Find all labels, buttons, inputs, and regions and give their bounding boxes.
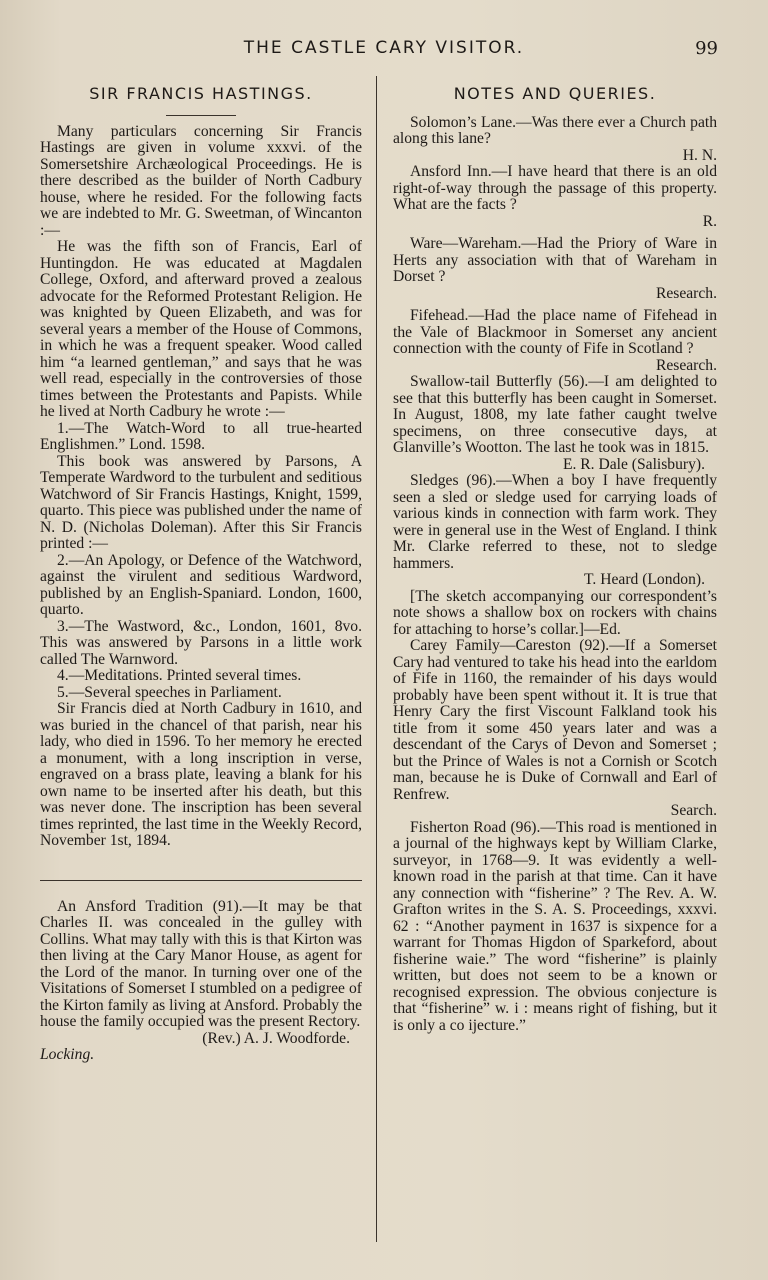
note-carey-family: Carey Family—Careston (92).—If a Somerset Cary had ventured to take his head into the earldom of Fife in 1160, the remainder of his days would probably have been spent without it. It is true that Henry Cary the first Viscount Falkland took his title from it some 450 years later and was a descendant of the Carys of Devon and Somerset ; but the Prince of Wales is not a Cornish or Scotch man, because he is Duke of Cornwall and Earl of Renfrew. xyxy=(393,637,717,803)
editor-note-sledges: [The sketch accompanying our correspondent’s note shows a shallow box on rockers with chains for attaching to horse’s collar.]—Ed. xyxy=(393,587,717,638)
paragraph-ansford-tradition: An Ansford Tradition (91).—It may be that Charles II. was concealed in the gulley with Collins. What may tally with this is that Kirton was then living at the Cary Manor House, as agent for the Lord of the manor. In turning over one of the Visitations of Somerset I stumbled on a pedigree of the Kirton family as living at Ansford. Probably the house the family occupied was the present Rectory. xyxy=(40,897,362,1030)
query-solomons-lane: Solomon’s Lane.—Was there ever a Church path along this lane? xyxy=(393,113,717,147)
paragraph-parsons-answer: This book was answered by Parsons, A Temperate Wardword to the turbulent and seditious Watchword of Sir Francis Hastings, Knight, 1599, quarto. This piece was published under the name of N. D. (Nicholas Doleman). After this Sir Francis printed :— xyxy=(40,452,362,552)
list-item-watchword: 1.—The Watch-Word to all true-hearted Englishmen.” Lond. 1598. xyxy=(40,419,362,453)
paragraph-biography: He was the fifth son of Francis, Earl of Huntingdon. He was educated at Magdalen College, Oxford, and afterward proved a zealous advocate for the Reformed Protestant Religion. He was knighted by Queen Elizabeth, and was for several years a member of the House of Commons, in which he was a frequent speaker. Wood called him “a learned gentleman,” and says that he was well read, especially in the controversies of those times between the Protestants and Papists. While he lived at North Cadbury he wrote :— xyxy=(40,238,362,420)
column-divider xyxy=(376,76,377,1242)
list-item-meditations: 4.—Meditations. Printed several times. xyxy=(57,667,302,684)
note-swallow-tail-butterfly: Swallow-tail Butterfly (56).—I am delighted to see that this butterfly has been caught in Somerset. In August, 1808, my late father caught twelve specimens, on three consecutive days, at Glanville’s Wootton. The last he took was in 1815. xyxy=(393,373,717,456)
list-item-wastword: 3.—The Wastword, &c., London, 1601, 8vo. This was answered by Parsons in a little work called The Warnword. xyxy=(40,617,362,668)
page-number: 99 xyxy=(695,38,718,59)
paragraph-intro: Many particulars concerning Sir Francis Hastings are given in volume xxxvi. of the Somersetshire Archæological Proceedings. He is there described as the builder of North Cadbury house, where he resided. For the following facts we are indebted to Mr. G. Sweetman, of Wincanton :— xyxy=(40,122,362,239)
signature-heard: T. Heard (London). xyxy=(584,571,705,588)
signature-hn: H. N. xyxy=(682,146,717,164)
signature-dale: E. R. Dale (Salisbury). xyxy=(562,455,705,473)
list-item-speeches: 5.—Several speeches in Parliament. xyxy=(57,683,282,701)
signature-r: R. xyxy=(702,212,717,230)
heading-rule xyxy=(166,115,236,116)
list-item-apology: 2.—An Apology, or Defence of the Watchword, against the virulent and seditious Wardword, published by an English-Spaniard. London, 1600, quarto. xyxy=(40,551,362,618)
signature-research-1: Research. xyxy=(655,284,717,302)
paragraph-death: Sir Francis died at North Cadbury in 1610, and was buried in the chancel of that parish, near his lady, who died in 1596. To her memory he erected a monument, with a long inscription in verse, engraved on a brass plate, leaving a blank for his own name to be inserted after his death, but this was never done. The inscription has been several times reprinted, the last time in the Weekly Record, November 1st, 1894. xyxy=(40,700,362,849)
running-header xyxy=(0,38,768,64)
query-ansford-inn: Ansford Inn.—I have heard that there is an old right-of-way through the passage of this property. What are the facts ? xyxy=(393,163,717,213)
left-column xyxy=(40,84,362,1064)
journal-title: THE CASTLE CARY VISITOR. xyxy=(243,38,525,58)
section-rule xyxy=(40,880,362,881)
signature-woodforde: (Rev.) A. J. Woodforde. xyxy=(202,1029,350,1047)
note-sledges: Sledges (96).—When a boy I have frequently seen a sled or sledge used for carrying loads of various kinds in connection with farm work. They were in general use in the West of England. I think Mr. Clarke referred to these, not to sledge hammers. xyxy=(393,472,717,572)
signature-research-2: Research. xyxy=(655,356,717,374)
place-locking: Locking. xyxy=(40,1046,95,1063)
section-heading-notes-queries: NOTES AND QUERIES. xyxy=(453,84,657,103)
article-heading-hastings: SIR FRANCIS HASTINGS. xyxy=(89,84,313,103)
query-ware-wareham: Ware—Wareham.—Had the Priory of Ware in Herts any association with that of Wareham in Dorset ? xyxy=(393,235,717,285)
signature-search: Search. xyxy=(670,802,717,819)
query-fifehead: Fifehead.—Had the place name of Fifehead in the Vale of Blackmoor in Somerset any ancient connection with the county of Fife in Scotland ? xyxy=(393,307,717,357)
right-column xyxy=(393,84,717,1034)
note-fisherton-road: Fisherton Road (96).—This road is mentioned in a journal of the highways kept by William Clarke, surveyor, in 1768—9. It was evidently a well-known road in the parish at that time. Can it have any connection with “fisherine” ? The Rev. A. W. Grafton writes in the S. A. S. Proceedings, xxxvi. 62 : “Another payment in 1637 is sixpence for a warrant for Thomas Higdon of Sparkeford, about fisherine waie.” The word “fisherine” is plainly written, but does not seem to be a known or recognised expression. The obvious conjecture is that “fisherine” w. i : means right of fishing, but it is only a co ijecture.” xyxy=(393,818,717,1034)
